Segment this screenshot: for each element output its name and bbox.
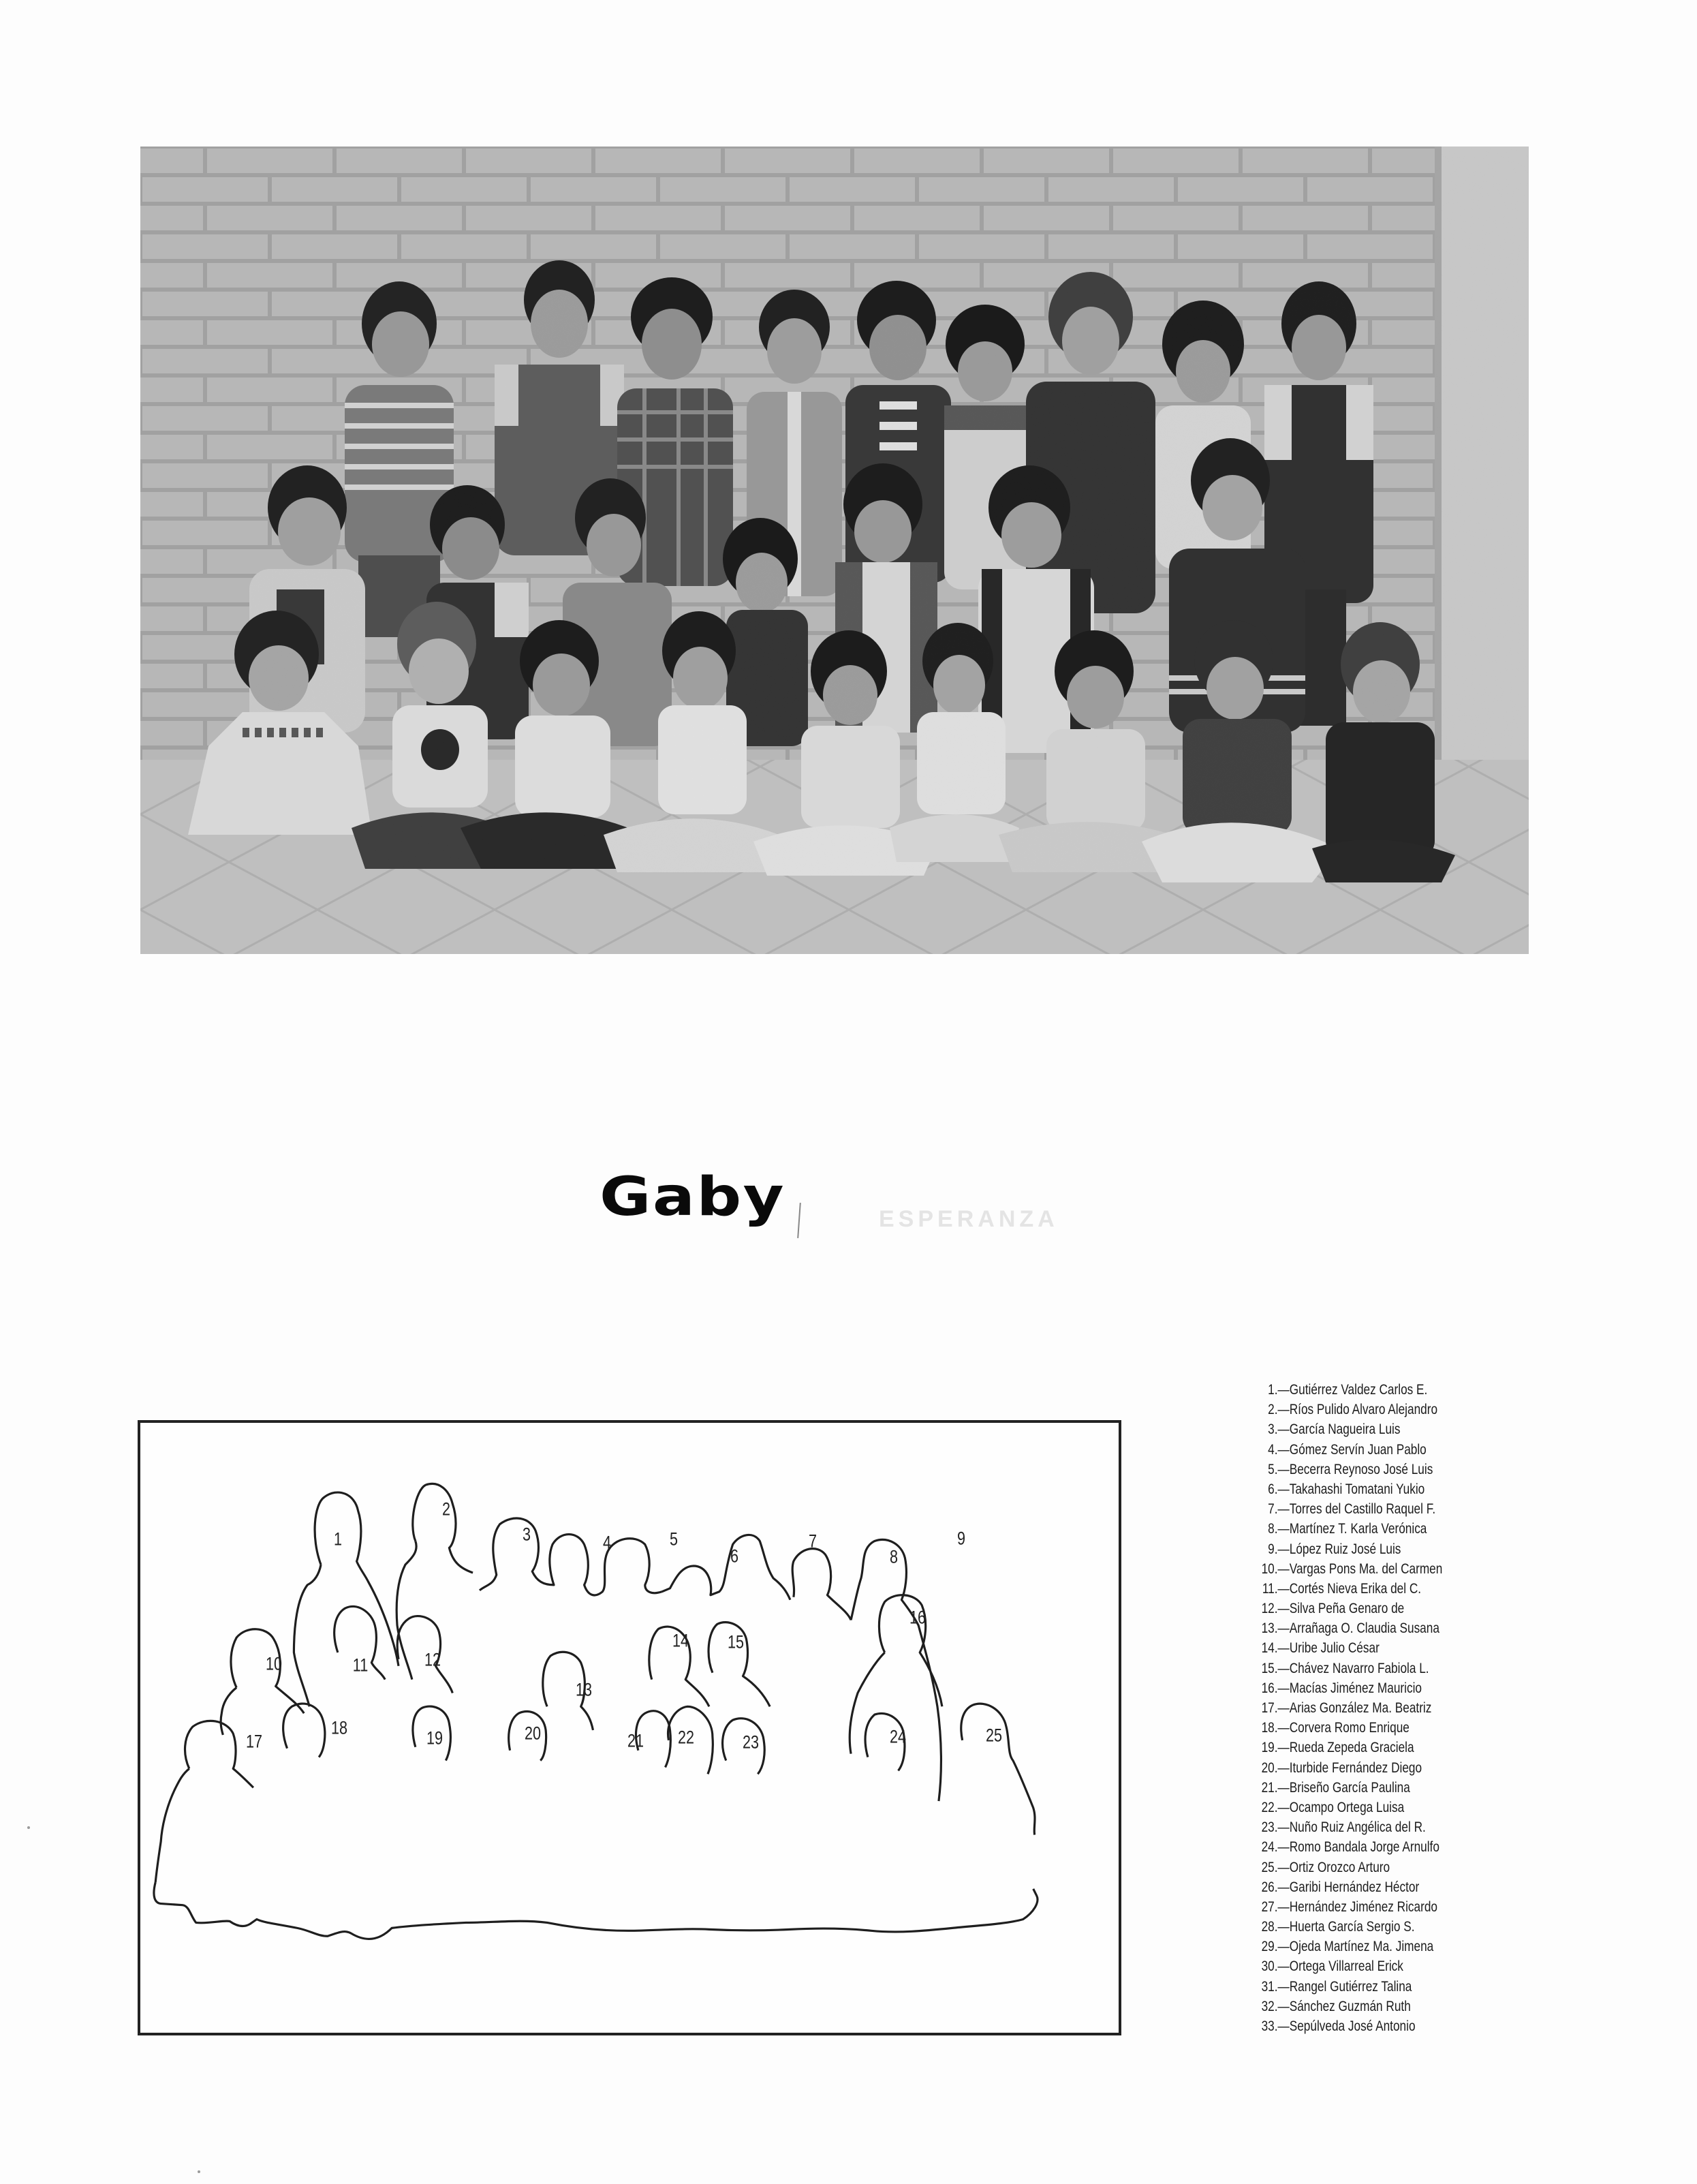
name-entry: 7.—Torres del Castillo Raquel F.: [1268, 1501, 1436, 1518]
student-names-list: [1258, 1380, 1503, 2036]
diagram-label-16: 16: [909, 1607, 927, 1628]
photograph-illustration: [140, 147, 1529, 954]
stray-mark: [797, 1203, 801, 1238]
name-entry: 5.—Becerra Reynoso José Luis: [1268, 1461, 1433, 1477]
identification-diagram: [138, 1420, 1121, 2035]
name-entry: 13.—Arrañaga O. Claudia Susana: [1261, 1620, 1439, 1637]
silhouette-outlines: [140, 1423, 1119, 2033]
diagram-label-24: 24: [889, 1726, 907, 1747]
name-entry: 21.—Briseño García Paulina: [1261, 1779, 1410, 1796]
name-entry: 10.—Vargas Pons Ma. del Carmen: [1261, 1560, 1443, 1577]
diagram-label-4: 4: [602, 1532, 612, 1553]
diagram-label-14: 14: [672, 1630, 689, 1651]
diagram-label-25: 25: [985, 1725, 1003, 1746]
diagram-label-9: 9: [956, 1528, 966, 1549]
name-entry: 11.—Cortés Nieva Erika del C.: [1262, 1580, 1422, 1597]
scan-speck: [198, 2170, 200, 2173]
diagram-label-5: 5: [669, 1528, 679, 1550]
name-entry: 6.—Takahashi Tomatani Yukio: [1268, 1481, 1425, 1497]
name-entry: 26.—Garibi Hernández Héctor: [1261, 1879, 1420, 1895]
name-entry: 28.—Huerta García Sergio S.: [1261, 1919, 1415, 1935]
name-entry: 20.—Iturbide Fernández Diego: [1261, 1759, 1422, 1776]
name-entry: 9.—López Ruiz José Luis: [1268, 1541, 1401, 1557]
name-entry: 17.—Arias González Ma. Beatriz: [1261, 1700, 1432, 1716]
name-entry: 24.—Romo Bandala Jorge Arnulfo: [1261, 1839, 1439, 1856]
scan-speck: [27, 1826, 30, 1829]
name-entry: 29.—Ojeda Martínez Ma. Jimena: [1261, 1939, 1434, 1955]
name-entry: 32.—Sánchez Guzmán Ruth: [1261, 1998, 1411, 2014]
diagram-label-8: 8: [889, 1546, 899, 1567]
name-entry: 19.—Rueda Zepeda Graciela: [1261, 1740, 1414, 1756]
name-entry: 12.—Silva Peña Genaro de: [1261, 1601, 1405, 1617]
diagram-label-11: 11: [352, 1655, 369, 1676]
name-entry: 1.—Gutiérrez Valdez Carlos E.: [1268, 1382, 1428, 1398]
diagram-label-13: 13: [575, 1679, 593, 1700]
name-entry: 18.—Corvera Romo Enrique: [1261, 1720, 1410, 1736]
class-photograph: [140, 147, 1529, 954]
diagram-label-20: 20: [524, 1723, 542, 1744]
diagram-label-23: 23: [742, 1732, 760, 1753]
name-entry: 4.—Gómez Servín Juan Pablo: [1268, 1441, 1427, 1458]
faded-bleed-through-text: ESPERANZA: [879, 1206, 1059, 1232]
diagram-label-22: 22: [677, 1727, 695, 1748]
diagram-label-12: 12: [424, 1649, 441, 1670]
name-entry: 25.—Ortiz Orozco Arturo: [1261, 1859, 1390, 1875]
name-entry: 16.—Macías Jiménez Mauricio: [1261, 1680, 1422, 1696]
diagram-label-18: 18: [330, 1717, 348, 1738]
diagram-label-1: 1: [333, 1528, 343, 1550]
diagram-label-15: 15: [727, 1631, 745, 1652]
diagram-label-6: 6: [730, 1545, 739, 1567]
diagram-label-19: 19: [426, 1727, 443, 1749]
diagram-label-10: 10: [265, 1653, 283, 1674]
name-entry: 3.—García Nagueira Luis: [1268, 1421, 1401, 1438]
name-entry: 14.—Uribe Julio César: [1261, 1640, 1380, 1657]
name-entry: 2.—Ríos Pulido Alvaro Alejandro: [1268, 1402, 1438, 1418]
name-entry: 23.—Nuño Ruiz Angélica del R.: [1261, 1819, 1426, 1836]
name-entry: 22.—Ocampo Ortega Luisa: [1261, 1799, 1405, 1815]
name-entry: 30.—Ortega Villarreal Erick: [1261, 1958, 1403, 1975]
name-entry: 27.—Hernández Jiménez Ricardo: [1261, 1898, 1438, 1915]
diagram-label-7: 7: [808, 1531, 818, 1552]
diagram-label-2: 2: [441, 1498, 451, 1520]
name-entry: 33.—Sepúlveda José Antonio: [1261, 2018, 1416, 2034]
diagram-label-3: 3: [522, 1524, 531, 1545]
page-title: Gaby: [600, 1167, 785, 1228]
diagram-label-17: 17: [245, 1731, 263, 1752]
name-entry: 31.—Rangel Gutiérrez Talina: [1261, 1978, 1412, 1995]
name-entry: 8.—Martínez T. Karla Verónica: [1268, 1521, 1427, 1537]
name-entry: 15.—Chávez Navarro Fabiola L.: [1261, 1660, 1429, 1676]
diagram-label-21: 21: [627, 1730, 644, 1751]
